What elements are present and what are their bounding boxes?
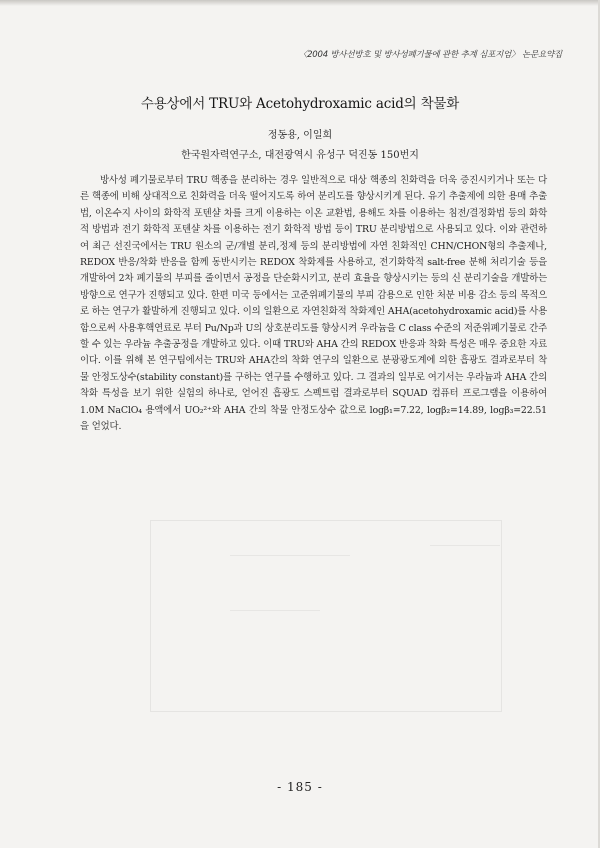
author-list: 정동용, 이일희 (267, 130, 333, 141)
bleed-through-line (230, 610, 320, 611)
scan-top-shadow (0, 0, 600, 6)
running-header: 〈2004 방사선방호 및 방사성폐기물에 관한 추계 심포지엄〉 논문요약집 (298, 50, 562, 60)
bleed-through-line (430, 545, 500, 546)
page-number: - 185 - (277, 780, 323, 794)
paper-title: 수용상에서 TRU와 Acetohydroxamic acid의 착물화 (140, 96, 460, 112)
abstract-paragraph: 방사성 폐기물로부터 TRU 핵종을 분리하는 경우 일반적으로 대상 핵종의 친화력을 더욱 증진시키거나 또는 다른 핵종에 비해 상대적으로 친화력을 더욱 떨어지도록 하여 분리도를 향상시키게 된다. 유기 추출제에 의한 용매 추출법, 이온수지 사이의 화학적 포텐샬 차를 크게 이용하는 이온 교환법, 용해도 차를 이용하는 침전/결정화법 등의 화학적 방법과 전기 화학적 포텐샬 차를 이용하는 전기 화학적 방법 등이 TRU 분리방법으로 사용되고 있다. 이와 관련하여 최근 선진국에서는 TRU 원소의 군/개별 분리,정제 등의 분리방법에 자연 친화적인 CHN/CHON형의 추출제나, REDOX 반응/착화 반응을 함께 동반시키는 REDOX 착화제를 사용하고, 전기화학적 salt-free 분해 처리기술 등을 개발하여 2차 폐기물의 부피를 줄이면서 공정을 단순화시키고, 분리 효율을 향상시키는 등의 신 분리기술을 개발하는 방향으로 연구가 진행되고 있다. 한편 미국 등에서는 고준위폐기물의 부피 감용으로 인한 처분 비용 감소 등의 목적으로 하는 연구가 활발하게 진행되고 있다. 이의 일환으로 자연친화적 착화제인 AHA(acetohydroxamic acid)를 사용함으로써 사용후핵연료로 부터 Pu/Np과 U의 상호분리도를 향상시켜 우라늄을 C class 수준의 저준위폐기물로 간주할 수 있는 우라늄 추출공정을 개발하고 있다. 이때 TRU와 AHA 간의 REDOX 반응과 착화 특성은 매우 중요한 자료이다. 이를 위해 본 연구팀에서는 TRU와 AHA간의 착화 연구의 일환으로 분광광도계에 의한 흡광도 결과로부터 착물 안정도상수(stability constant)를 구하는 연구를 수행하고 있다. 그 결과의 일부로 여기서는 우라늄과 AHA 간의 착화 특성을 보기 위한 실험의 하나로, 얻어진 흡광도 스펙트럼 결과로부터 SQUAD 컴퓨터 프로그램을 이용하여 1.0M NaClO₄ 용액에서 UO₂²⁺와 AHA 간의 착물 안정도상수 값으로 logβ₁=7.22, logβ₂=14.89, logβ₃=22.51 을 얻었다. (80, 175, 547, 433)
author-affiliation: 한국원자력연구소, 대전광역시 유성구 덕진동 150번지 (181, 150, 419, 161)
bleed-through-line (230, 555, 350, 556)
abstract-body (80, 173, 547, 436)
bleed-through-figure (150, 520, 502, 712)
